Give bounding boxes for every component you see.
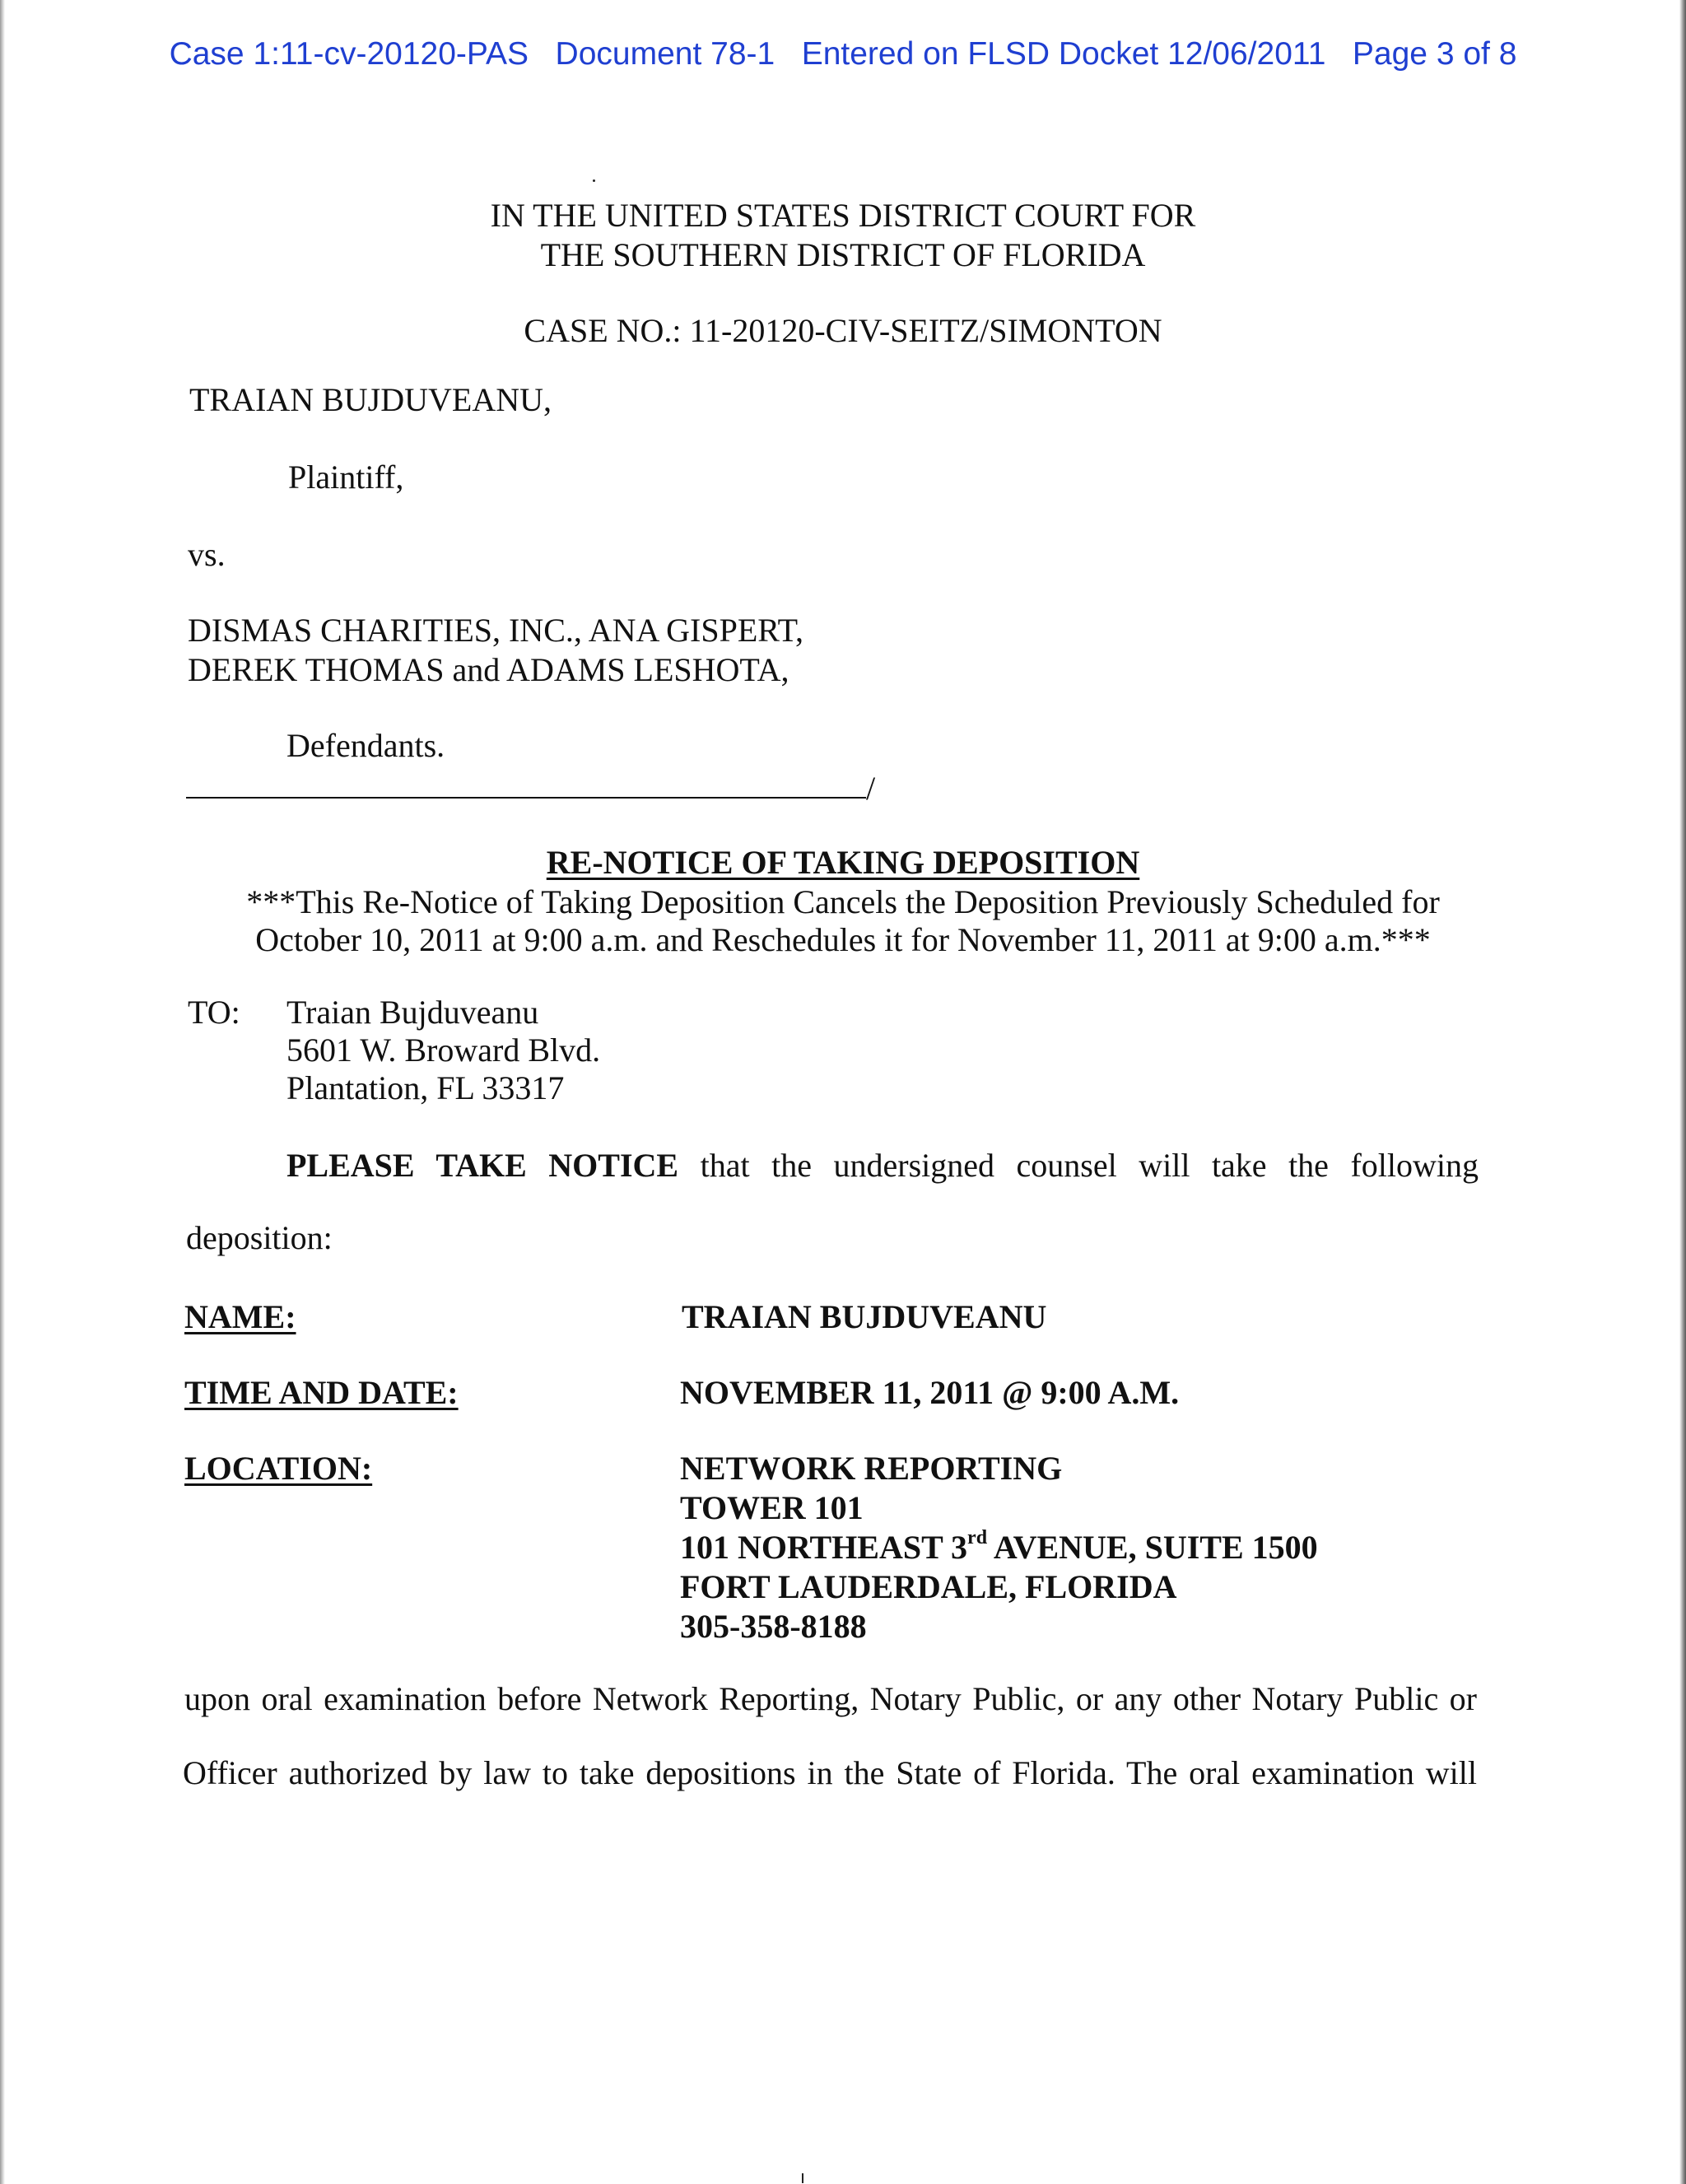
recipient-address-line2: Plantation, FL 33317 <box>286 1069 565 1106</box>
location-label: LOCATION: <box>184 1450 373 1487</box>
court-name-line1: IN THE UNITED STATES DISTRICT COURT FOR <box>490 197 1196 234</box>
plaintiff-label: Plaintiff, <box>288 459 404 496</box>
header-page-number: Page 3 of 8 <box>1352 36 1517 72</box>
header-entered-date: Entered on FLSD Docket 12/06/2011 <box>801 36 1326 72</box>
docket-header <box>0 36 1686 72</box>
location-line4: FORT LAUDERDALE, FLORIDA <box>680 1568 1177 1605</box>
notice-paragraph-text: that the undersigned counsel will take the following <box>700 1147 1479 1184</box>
scan-speck <box>802 2173 803 2183</box>
court-name-line2: THE SOUTHERN DISTRICT OF FLORIDA <box>540 236 1146 273</box>
closing-paragraph-line1: upon oral examination before Network Reporting, Notary Public, or any other Notary Public or <box>184 1680 1477 1717</box>
case-number: CASE NO.: 11-20120-CIV-SEITZ/SIMONTON <box>524 312 1162 349</box>
defendants-line2: DEREK THOMAS and ADAMS LESHOTA, <box>188 651 789 688</box>
location-line3 <box>680 1528 1318 1567</box>
scan-speck <box>593 179 595 182</box>
notice-subtitle-line2: October 10, 2011 at 9:00 a.m. and Reschedules it for November 11, 2011 at 9:00 a.m.*** <box>255 921 1431 958</box>
notice-paragraph-line1 <box>286 1146 1479 1185</box>
versus-label: vs. <box>188 536 226 573</box>
location-street-number: 101 NORTHEAST 3 <box>680 1529 968 1566</box>
time-and-date-label: TIME AND DATE: <box>184 1374 459 1411</box>
name-label: NAME: <box>184 1298 296 1335</box>
location-ordinal-suffix: rd <box>967 1526 988 1548</box>
location-phone: 305-358-8188 <box>680 1608 867 1645</box>
location-line2: TOWER 101 <box>680 1489 864 1526</box>
notice-title: RE-NOTICE OF TAKING DEPOSITION <box>546 844 1140 881</box>
location-street-suite: AVENUE, SUITE 1500 <box>987 1529 1318 1566</box>
defendants-line1: DISMAS CHARITIES, INC., ANA GISPERT, <box>188 612 804 649</box>
header-document-number: Document 78-1 <box>555 36 775 72</box>
recipient-name: Traian Bujduveanu <box>286 994 539 1031</box>
caption-slash: / <box>866 770 876 807</box>
plaintiff-name: TRAIAN BUJDUVEANU, <box>189 381 552 418</box>
deposition-datetime: NOVEMBER 11, 2011 @ 9:00 A.M. <box>680 1374 1180 1411</box>
caption-divider-line <box>186 797 866 799</box>
recipient-address-line1: 5601 W. Broward Blvd. <box>286 1031 601 1069</box>
notice-paragraph-continuation: deposition: <box>186 1219 333 1256</box>
deponent-name: TRAIAN BUJDUVEANU <box>682 1298 1047 1335</box>
to-label: TO: <box>188 994 240 1031</box>
please-take-notice: PLEASE TAKE NOTICE <box>286 1147 679 1184</box>
location-line1: NETWORK REPORTING <box>680 1450 1063 1487</box>
header-case-number: Case 1:11-cv-20120-PAS <box>169 36 529 72</box>
notice-subtitle-line1: ***This Re-Notice of Taking Deposition Cancels the Deposition Previously Scheduled for <box>246 883 1440 920</box>
defendants-label: Defendants. <box>286 727 445 764</box>
closing-paragraph-line2: Officer authorized by law to take depositions in the State of Florida. The oral examination will <box>183 1754 1477 1791</box>
